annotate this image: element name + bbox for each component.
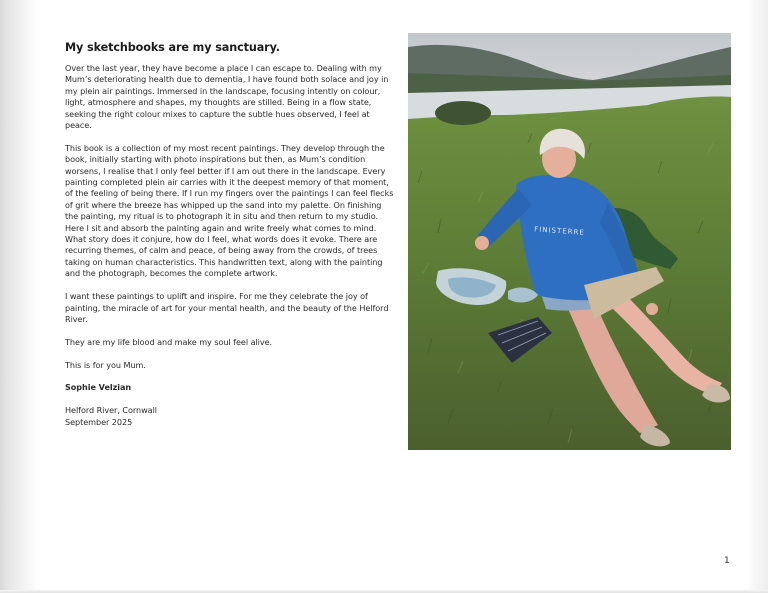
photograph bbox=[408, 33, 731, 450]
paragraph-3: I want these paintings to uplift and inspire. For me they celebrate the joy of painting, the miracle of art for your mental health, and the beauty of the Helford River. bbox=[65, 291, 389, 324]
signature: Sophie Velzian bbox=[65, 382, 132, 393]
date: September 2025 bbox=[65, 416, 133, 427]
paragraph-1: Over the last year, they have become a place I can escape to. Dealing with my Mum’s deteriorating health due to dementia, I have found both solace and joy in my plein air paintings. Immersed in the landscape, focusing intently on colour, light, atmosphere and shapes, my thoughts are stilled. Being in a flow state, seeking the right colour mixes to capture the subtle hues observed, I feel at peace. bbox=[65, 63, 389, 131]
paragraph-5: This is for you Mum. bbox=[65, 359, 146, 370]
paragraph-4: They are my life blood and make my soul feel alive. bbox=[65, 336, 273, 347]
page-title: My sketchbooks are my sanctuary. bbox=[65, 41, 280, 54]
paragraph-2: This book is a collection of my most recent paintings. They develop through the book, initially starting with photo inspirations but then, as Mum’s condition worsens, I realise that I only feel better if I am out there in the landscape. Every painting completed plein air carries with it the deepest memory of that moment, of the feeling of being there. If I run my fingers over the paintings I can feel flecks of grit where the breeze has whipped up the sand into my palette. On finishing the painting, my ritual is to photograph it in situ and then return to my studio. Here I sit and absorb the painting again and write freely what comes to mind. What story does it conjure, how do I feel, what words does it evoke. There are recurring themes, of calm and peace, of being away from the crowds, of trees taking on human characteristics. This handwritten text, along with the painting and the photograph, becomes the complete artwork. bbox=[65, 142, 394, 279]
page-number: 1 bbox=[724, 556, 730, 566]
hoodie-text: FINISTERRE bbox=[533, 225, 586, 237]
text-column bbox=[65, 41, 395, 428]
location: Helford River, Cornwall bbox=[65, 405, 157, 416]
